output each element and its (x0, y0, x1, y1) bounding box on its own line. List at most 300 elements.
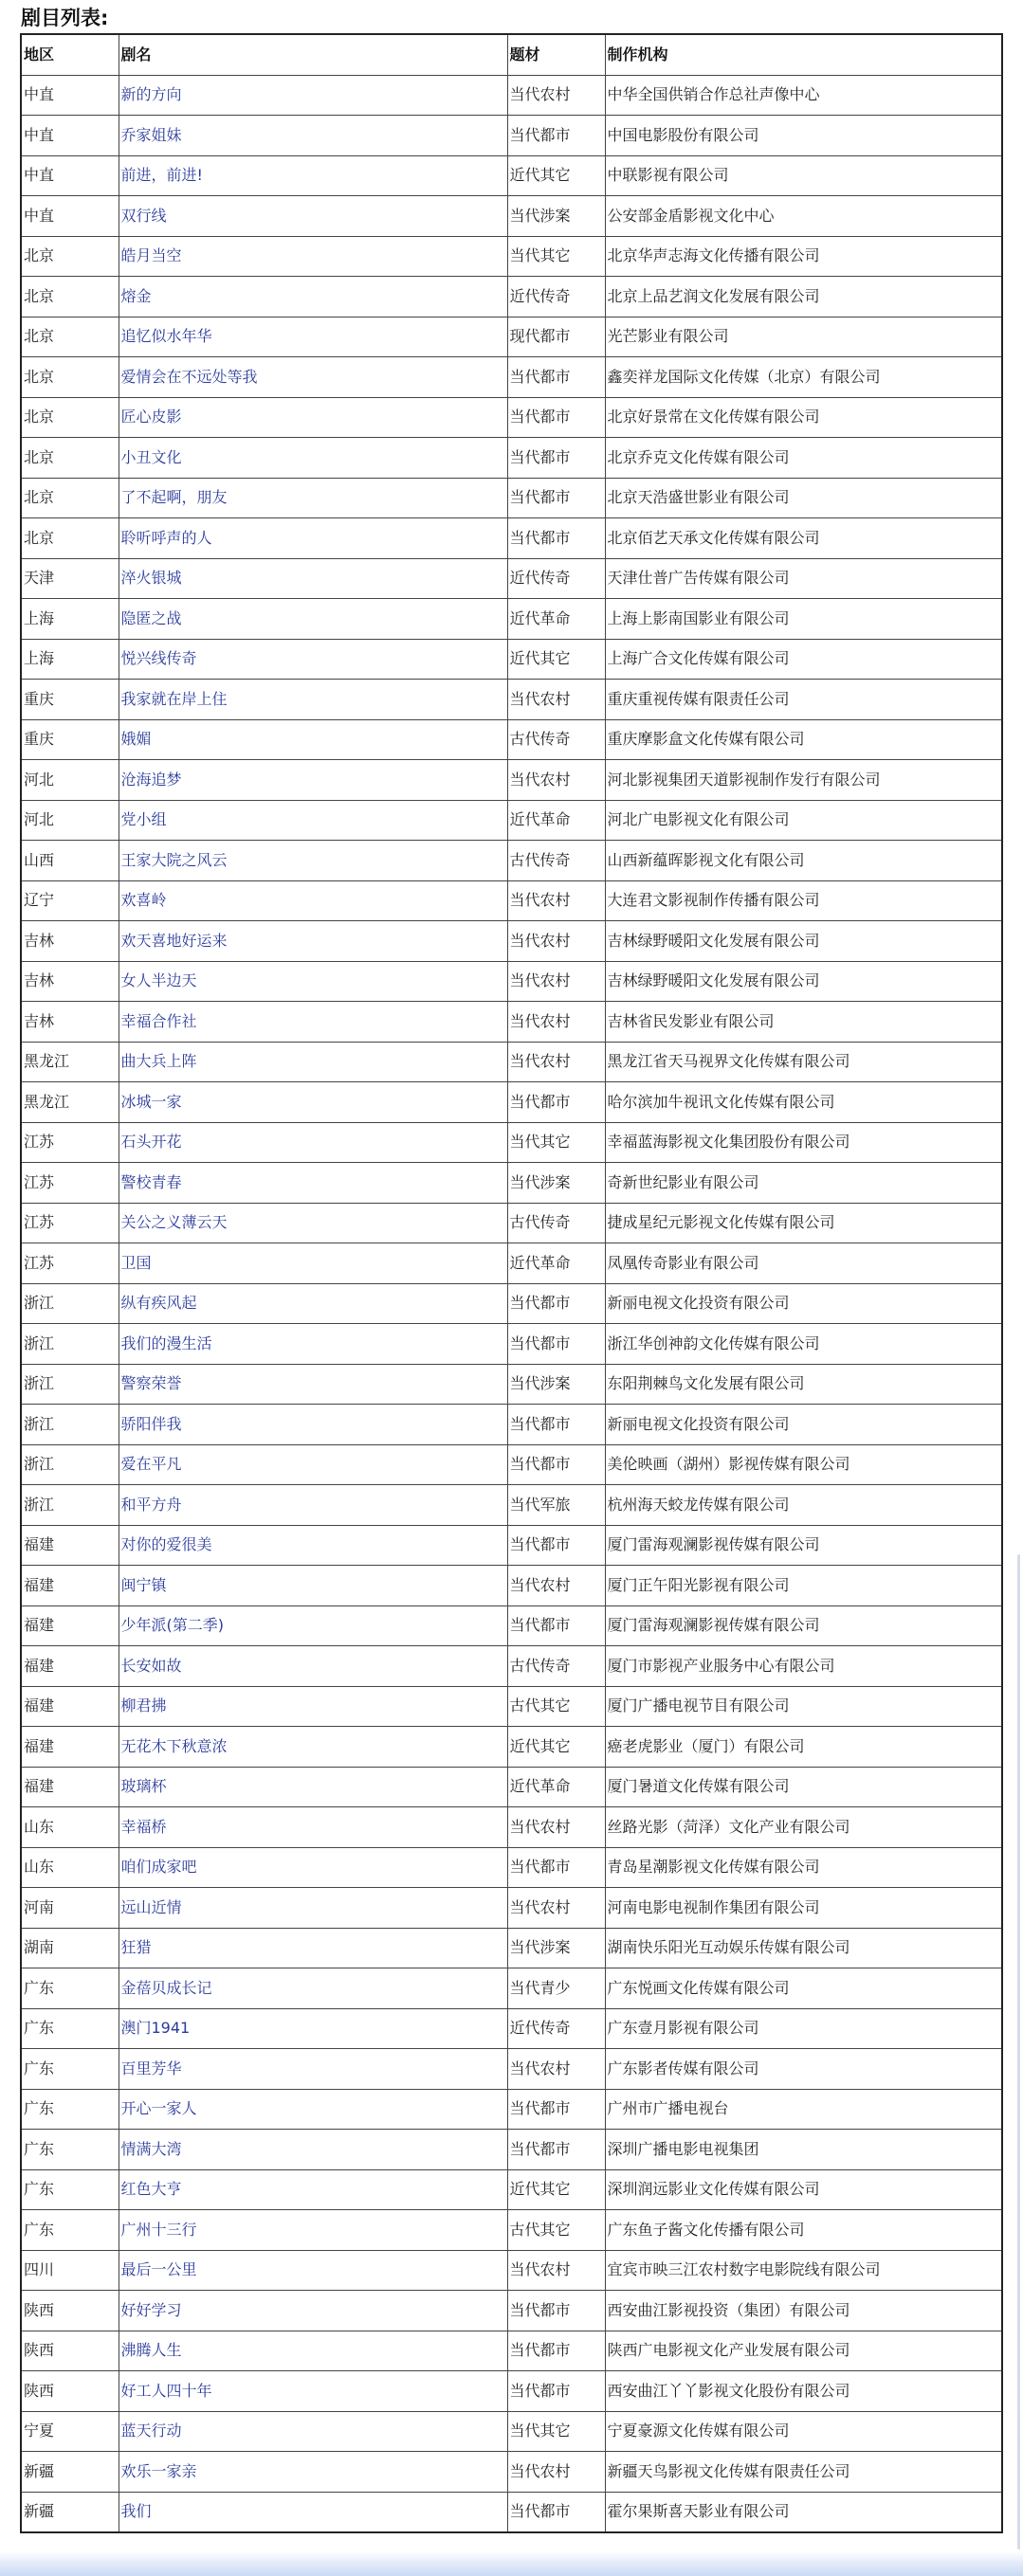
title-cell (119, 2089, 507, 2130)
region-cell: 江苏 (21, 1122, 119, 1163)
title-cell (119, 317, 507, 357)
drama-title-link[interactable]: 少年派(第二季) (120, 1616, 224, 1635)
producer-cell: 新丽电视文化投资有限公司 (605, 1283, 1002, 1324)
table-row (21, 1767, 1002, 1807)
region-cell: 湖南 (21, 1928, 119, 1968)
table-row (21, 155, 1002, 196)
genre-cell: 当代都市 (507, 2371, 605, 2412)
producer-cell: 厦门广播电视节目有限公司 (605, 1686, 1002, 1727)
region-cell: 上海 (21, 599, 119, 640)
table-row (21, 2169, 1002, 2210)
table-row (21, 1163, 1002, 1204)
producer-cell: 中联影视有限公司 (605, 155, 1002, 196)
drama-title-link[interactable]: 曲大兵上阵 (120, 1052, 197, 1071)
title-cell (119, 438, 507, 479)
region-cell: 北京 (21, 236, 119, 277)
bottom-banner (0, 2551, 1023, 2576)
genre-cell: 当代农村 (507, 1807, 605, 1848)
table-row (21, 880, 1002, 921)
genre-cell: 当代农村 (507, 961, 605, 1002)
title-cell (119, 680, 507, 720)
region-cell: 福建 (21, 1566, 119, 1606)
producer-cell: 霍尔果斯喜天影业有限公司 (605, 2492, 1002, 2532)
genre-cell: 当代都市 (507, 518, 605, 559)
title-cell (119, 760, 507, 801)
drama-title-link[interactable]: 关公之义薄云天 (120, 1213, 228, 1232)
drama-title-link[interactable]: 最后一公里 (120, 2260, 197, 2279)
table-row (21, 1283, 1002, 1324)
drama-title-link[interactable]: 沧海追梦 (120, 770, 182, 789)
producer-cell: 大连君文影视制作传播有限公司 (605, 880, 1002, 921)
drama-title-link[interactable]: 娥媚 (120, 730, 152, 749)
producer-cell: 广东壹月影视有限公司 (605, 2008, 1002, 2049)
genre-cell: 近代其它 (507, 2169, 605, 2210)
producer-cell: 厦门雷海观澜影视传媒有限公司 (605, 1525, 1002, 1566)
genre-cell: 近代其它 (507, 1727, 605, 1768)
table-row (21, 1605, 1002, 1646)
genre-cell: 现代都市 (507, 317, 605, 357)
producer-cell: 杭州海天蛟龙传媒有限公司 (605, 1485, 1002, 1526)
title-cell (119, 1888, 507, 1929)
genre-cell: 当代都市 (507, 1324, 605, 1365)
region-cell: 北京 (21, 518, 119, 559)
title-cell (119, 1566, 507, 1606)
region-cell: 浙江 (21, 1364, 119, 1405)
producer-cell: 新疆天鸟影视文化传媒有限责任公司 (605, 2452, 1002, 2493)
drama-title-link[interactable]: 卫国 (120, 1253, 152, 1272)
title-cell (119, 1002, 507, 1043)
table-row (21, 2411, 1002, 2452)
genre-cell: 当代农村 (507, 1566, 605, 1606)
genre-cell: 当代农村 (507, 75, 605, 116)
genre-cell: 当代涉案 (507, 1163, 605, 1204)
title-cell (119, 2291, 507, 2331)
drama-title-link[interactable]: 广州十三行 (120, 2220, 197, 2239)
title-cell (119, 800, 507, 841)
table-row (21, 558, 1002, 599)
region-cell: 浙江 (21, 1485, 119, 1526)
genre-cell: 古代其它 (507, 2210, 605, 2251)
title-cell (119, 1646, 507, 1687)
region-cell: 北京 (21, 478, 119, 518)
title-cell (119, 639, 507, 680)
producer-cell: 厦门市影视产业服务中心有限公司 (605, 1646, 1002, 1687)
table-row (21, 1727, 1002, 1768)
table-row (21, 1485, 1002, 1526)
producer-cell: 新丽电视文化投资有限公司 (605, 1405, 1002, 1445)
producer-cell: 美伦映画（湖州）影视传媒有限公司 (605, 1444, 1002, 1485)
title-cell (119, 1928, 507, 1968)
drama-title-link[interactable]: 石头开花 (120, 1133, 182, 1152)
table-row (21, 438, 1002, 479)
region-cell: 山西 (21, 841, 119, 881)
producer-cell: 北京好景常在文化传媒有限公司 (605, 397, 1002, 438)
region-cell: 中直 (21, 155, 119, 196)
drama-title-link[interactable]: 长安如故 (120, 1656, 182, 1675)
region-cell: 北京 (21, 277, 119, 317)
title-cell (119, 558, 507, 599)
drama-title-link[interactable]: 玻璃杯 (120, 1777, 167, 1796)
table-row (21, 760, 1002, 801)
table-row (21, 236, 1002, 277)
producer-cell: 吉林绿野暖阳文化发展有限公司 (605, 921, 1002, 962)
drama-title-link[interactable]: 金蓓贝成长记 (120, 1978, 212, 1997)
drama-title-link[interactable]: 百里芳华 (120, 2059, 182, 2077)
table-row (21, 2089, 1002, 2130)
producer-cell: 重庆摩影盒文化传媒有限公司 (605, 719, 1002, 760)
region-cell: 北京 (21, 357, 119, 398)
drama-title-link[interactable]: 悦兴线传奇 (120, 649, 197, 668)
genre-cell: 当代农村 (507, 1002, 605, 1043)
producer-cell: 厦门暑道文化传媒有限公司 (605, 1767, 1002, 1807)
producer-cell: 东阳荆棘鸟文化发展有限公司 (605, 1364, 1002, 1405)
producer-cell: 深圳广播电影电视集团 (605, 2130, 1002, 2170)
region-cell: 浙江 (21, 1283, 119, 1324)
table-row (21, 1525, 1002, 1566)
drama-title-link[interactable]: 好好学习 (120, 2300, 182, 2319)
genre-cell: 近代传奇 (507, 2008, 605, 2049)
genre-cell: 近代革命 (507, 1767, 605, 1807)
region-cell: 陕西 (21, 2291, 119, 2331)
drama-title-link[interactable]: 我们 (120, 2502, 152, 2521)
producer-cell: 厦门雷海观澜影视传媒有限公司 (605, 1605, 1002, 1646)
title-cell (119, 2008, 507, 2049)
drama-title-link[interactable]: 追忆似水年华 (120, 327, 212, 346)
drama-title-link[interactable]: 小丑文化 (120, 447, 182, 466)
region-cell: 辽宁 (21, 880, 119, 921)
drama-title-link[interactable]: 红色大亨 (120, 2180, 182, 2199)
table-row (21, 1243, 1002, 1284)
region-cell: 北京 (21, 438, 119, 479)
title-cell (119, 1605, 507, 1646)
producer-cell: 北京天浩盛世影业有限公司 (605, 478, 1002, 518)
producer-cell: 河北广电影视文化有限公司 (605, 800, 1002, 841)
region-cell: 广东 (21, 2089, 119, 2130)
table-row (21, 1807, 1002, 1848)
table-row (21, 1082, 1002, 1123)
table-row (21, 599, 1002, 640)
region-cell: 中直 (21, 116, 119, 156)
region-cell: 河北 (21, 760, 119, 801)
table-row (21, 478, 1002, 518)
producer-cell: 北京华声志海文化传播有限公司 (605, 236, 1002, 277)
genre-cell: 近代革命 (507, 1243, 605, 1284)
region-cell: 广东 (21, 2008, 119, 2049)
drama-title-link[interactable]: 爱在平凡 (120, 1455, 182, 1474)
table-row (21, 116, 1002, 156)
producer-cell: 北京佰艺天承文化传媒有限公司 (605, 518, 1002, 559)
table-row (21, 1002, 1002, 1043)
table-row (21, 357, 1002, 398)
producer-cell: 上海广合文化传媒有限公司 (605, 639, 1002, 680)
producer-cell: 吉林绿野暖阳文化发展有限公司 (605, 961, 1002, 1002)
region-cell: 黑龙江 (21, 1042, 119, 1082)
genre-cell: 近代其它 (507, 639, 605, 680)
region-cell: 广东 (21, 2130, 119, 2170)
title-cell (119, 1163, 507, 1204)
table-row (21, 1203, 1002, 1243)
region-cell: 中直 (21, 75, 119, 116)
title-cell (119, 599, 507, 640)
genre-cell: 当代其它 (507, 2411, 605, 2452)
genre-cell: 当代都市 (507, 1405, 605, 1445)
producer-cell: 河北影视集团天道影视制作发行有限公司 (605, 760, 1002, 801)
title-cell (119, 236, 507, 277)
producer-cell: 陕西广电影视文化产业发展有限公司 (605, 2331, 1002, 2371)
drama-title-link[interactable]: 警校青春 (120, 1172, 182, 1191)
drama-title-link[interactable]: 骄阳伴我 (120, 1414, 182, 1433)
producer-cell: 北京乔克文化传媒有限公司 (605, 438, 1002, 479)
table-row (21, 2291, 1002, 2331)
genre-cell: 当代都市 (507, 2130, 605, 2170)
region-cell: 福建 (21, 1767, 119, 1807)
region-cell: 福建 (21, 1605, 119, 1646)
table-row (21, 2492, 1002, 2532)
genre-cell: 当代青少 (507, 1968, 605, 2009)
region-cell: 江苏 (21, 1163, 119, 1204)
drama-title-link[interactable]: 对你的爱很美 (120, 1535, 212, 1554)
drama-title-link[interactable]: 欢天喜地好运来 (120, 931, 228, 950)
drama-title-link[interactable]: 欢喜岭 (120, 891, 167, 910)
drama-title-link[interactable]: 情满大湾 (120, 2139, 182, 2158)
region-cell: 黑龙江 (21, 1082, 119, 1123)
drama-title-link[interactable]: 匠心皮影 (120, 408, 182, 426)
drama-title-link[interactable]: 前进，前进! (120, 166, 203, 185)
drama-title-link[interactable]: 无花木下秋意浓 (120, 1736, 228, 1755)
drama-title-link[interactable]: 欢乐一家亲 (120, 2461, 197, 2480)
region-cell: 新疆 (21, 2492, 119, 2532)
region-cell: 福建 (21, 1686, 119, 1727)
table-row (21, 75, 1002, 116)
region-cell: 浙江 (21, 1324, 119, 1365)
drama-title-link[interactable]: 狂猎 (120, 1938, 152, 1957)
table-row (21, 1968, 1002, 2009)
title-cell (119, 1968, 507, 2009)
producer-cell: 幸福蓝海影视文化集团股份有限公司 (605, 1122, 1002, 1163)
title-cell (119, 1324, 507, 1365)
title-cell (119, 719, 507, 760)
region-cell: 重庆 (21, 680, 119, 720)
producer-cell: 广州市广播电视台 (605, 2089, 1002, 2130)
genre-cell: 当代其它 (507, 236, 605, 277)
drama-title-link[interactable]: 党小组 (120, 810, 167, 829)
table-row (21, 1405, 1002, 1445)
genre-cell: 当代都市 (507, 1082, 605, 1123)
genre-cell: 古代其它 (507, 1686, 605, 1727)
header-title: 剧名 (119, 34, 507, 75)
table-header-row (21, 34, 1002, 75)
region-cell: 陕西 (21, 2371, 119, 2412)
genre-cell: 当代都市 (507, 1283, 605, 1324)
genre-cell: 近代革命 (507, 599, 605, 640)
region-cell: 江苏 (21, 1203, 119, 1243)
genre-cell: 当代都市 (507, 1847, 605, 1888)
page-title: 剧目列表: (21, 7, 109, 29)
header-region: 地区 (21, 34, 119, 75)
title-cell (119, 2452, 507, 2493)
drama-title-link[interactable]: 澳门1941 (120, 2019, 191, 2038)
region-cell: 宁夏 (21, 2411, 119, 2452)
title-cell (119, 1807, 507, 1848)
genre-cell: 当代涉案 (507, 1928, 605, 1968)
title-cell (119, 1405, 507, 1445)
region-cell: 福建 (21, 1727, 119, 1768)
producer-cell: 黑龙江省天马视界文化传媒有限公司 (605, 1042, 1002, 1082)
header-producer: 制作机构 (605, 34, 1002, 75)
title-cell (119, 1082, 507, 1123)
producer-cell: 吉林省民发影业有限公司 (605, 1002, 1002, 1043)
genre-cell: 当代都市 (507, 438, 605, 479)
producer-cell: 上海上影南国影业有限公司 (605, 599, 1002, 640)
title-cell (119, 478, 507, 518)
title-cell (119, 1525, 507, 1566)
genre-cell: 当代都市 (507, 2089, 605, 2130)
region-cell: 江苏 (21, 1243, 119, 1284)
drama-title-link[interactable]: 皓月当空 (120, 246, 182, 265)
table-row (21, 397, 1002, 438)
genre-cell: 当代都市 (507, 2331, 605, 2371)
genre-cell: 当代农村 (507, 2452, 605, 2493)
genre-cell: 当代军旅 (507, 1485, 605, 1526)
drama-title-link[interactable]: 好工人四十年 (120, 2381, 212, 2400)
drama-title-link[interactable]: 聆听呼声的人 (120, 528, 212, 547)
producer-cell: 凤凰传奇影业有限公司 (605, 1243, 1002, 1284)
table-row (21, 1324, 1002, 1365)
drama-title-link[interactable]: 爱情会在不远处等我 (120, 367, 258, 386)
genre-cell: 当代都市 (507, 116, 605, 156)
region-cell: 山东 (21, 1807, 119, 1848)
drama-title-link[interactable]: 王家大院之风云 (120, 850, 228, 869)
drama-title-link[interactable]: 和平方舟 (120, 1495, 182, 1514)
title-cell (119, 357, 507, 398)
drama-title-link[interactable]: 蓝天行动 (120, 2422, 182, 2440)
title-cell (119, 2130, 507, 2170)
drama-title-link[interactable]: 沸腾人生 (120, 2341, 182, 2360)
region-cell: 北京 (21, 317, 119, 357)
region-cell: 广东 (21, 2210, 119, 2251)
genre-cell: 当代都市 (507, 2492, 605, 2532)
drama-title-link[interactable]: 幸福合作社 (120, 1011, 197, 1030)
producer-cell: 广东鱼子酱文化传播有限公司 (605, 2210, 1002, 2251)
drama-title-link[interactable]: 冰城一家 (120, 1092, 182, 1111)
producer-cell: 哈尔滨加牛视讯文化传媒有限公司 (605, 1082, 1002, 1123)
table-row (21, 1888, 1002, 1929)
producer-cell: 浙江华创神韵文化传媒有限公司 (605, 1324, 1002, 1365)
producer-cell: 癌老虎影业（厦门）有限公司 (605, 1727, 1002, 1768)
drama-title-link[interactable]: 乔家姐妹 (120, 125, 182, 144)
genre-cell: 当代都市 (507, 1605, 605, 1646)
drama-title-link[interactable]: 隐匿之战 (120, 608, 182, 627)
title-cell (119, 841, 507, 881)
producer-cell: 宜宾市映三江农村数字电影院线有限公司 (605, 2250, 1002, 2291)
drama-title-link[interactable]: 开心一家人 (120, 2099, 197, 2118)
region-cell: 吉林 (21, 1002, 119, 1043)
table-row (21, 1566, 1002, 1606)
producer-cell: 丝路光影（菏泽）文化产业有限公司 (605, 1807, 1002, 1848)
title-cell (119, 155, 507, 196)
drama-title-link[interactable]: 我们的漫生活 (120, 1333, 212, 1352)
region-cell: 河北 (21, 800, 119, 841)
genre-cell: 古代传奇 (507, 1203, 605, 1243)
table-row (21, 921, 1002, 962)
title-cell (119, 2371, 507, 2412)
drama-title-link[interactable]: 双行线 (120, 206, 167, 225)
drama-title-link[interactable]: 闽宁镇 (120, 1575, 167, 1594)
producer-cell: 重庆重视传媒有限责任公司 (605, 680, 1002, 720)
drama-title-link[interactable]: 女人半边天 (120, 971, 197, 990)
genre-cell: 当代都市 (507, 1444, 605, 1485)
title-cell (119, 2169, 507, 2210)
scrollbar[interactable] (1017, 1554, 1020, 2549)
genre-cell: 近代传奇 (507, 558, 605, 599)
producer-cell: 湖南快乐阳光互动娱乐传媒有限公司 (605, 1928, 1002, 1968)
drama-title-link[interactable]: 纵有疾风起 (120, 1294, 197, 1313)
title-cell (119, 961, 507, 1002)
table-row (21, 719, 1002, 760)
drama-title-link[interactable]: 了不起啊，朋友 (120, 488, 228, 507)
drama-title-link[interactable]: 我家就在岸上住 (120, 689, 228, 708)
title-cell (119, 116, 507, 156)
producer-cell: 宁夏豪源文化传媒有限公司 (605, 2411, 1002, 2452)
table-row (21, 2371, 1002, 2412)
producer-cell: 捷成星纪元影视文化传媒有限公司 (605, 1203, 1002, 1243)
producer-cell: 深圳润远影业文化传媒有限公司 (605, 2169, 1002, 2210)
title-cell (119, 1686, 507, 1727)
title-cell (119, 2411, 507, 2452)
producer-cell: 光芒影业有限公司 (605, 317, 1002, 357)
region-cell: 广东 (21, 2049, 119, 2090)
region-cell: 福建 (21, 1646, 119, 1687)
producer-cell: 河南电影电视制作集团有限公司 (605, 1888, 1002, 1929)
drama-title-link[interactable]: 新的方向 (120, 85, 182, 104)
table-row (21, 2008, 1002, 2049)
genre-cell: 当代农村 (507, 2250, 605, 2291)
drama-list-table (20, 33, 1003, 2533)
table-row (21, 2049, 1002, 2090)
drama-title-link[interactable]: 淬火银城 (120, 569, 182, 588)
region-cell: 河南 (21, 1888, 119, 1929)
table-row (21, 1364, 1002, 1405)
genre-cell: 近代传奇 (507, 277, 605, 317)
producer-cell: 鑫奕祥龙国际文化传媒（北京）有限公司 (605, 357, 1002, 398)
title-cell (119, 75, 507, 116)
genre-cell: 近代其它 (507, 155, 605, 196)
drama-list-table-container (20, 33, 1003, 2533)
table-row (21, 518, 1002, 559)
genre-cell: 当代农村 (507, 2049, 605, 2090)
drama-title-link[interactable]: 警察荣誉 (120, 1374, 182, 1393)
region-cell: 北京 (21, 397, 119, 438)
title-cell (119, 1364, 507, 1405)
title-cell (119, 1444, 507, 1485)
genre-cell: 古代传奇 (507, 1646, 605, 1687)
genre-cell: 当代都市 (507, 397, 605, 438)
table-row (21, 2331, 1002, 2371)
drama-title-link[interactable]: 咱们成家吧 (120, 1858, 197, 1877)
genre-cell: 当代农村 (507, 1888, 605, 1929)
title-cell (119, 1847, 507, 1888)
drama-title-link[interactable]: 远山近情 (120, 1897, 182, 1916)
region-cell: 重庆 (21, 719, 119, 760)
drama-title-link[interactable]: 柳君拂 (120, 1696, 167, 1715)
region-cell: 福建 (21, 1525, 119, 1566)
region-cell: 浙江 (21, 1444, 119, 1485)
drama-title-link[interactable]: 幸福桥 (120, 1817, 167, 1836)
region-cell: 四川 (21, 2250, 119, 2291)
drama-title-link[interactable]: 熔金 (120, 286, 152, 305)
producer-cell: 青岛星潮影视文化传媒有限公司 (605, 1847, 1002, 1888)
producer-cell: 公安部金盾影视文化中心 (605, 196, 1002, 237)
